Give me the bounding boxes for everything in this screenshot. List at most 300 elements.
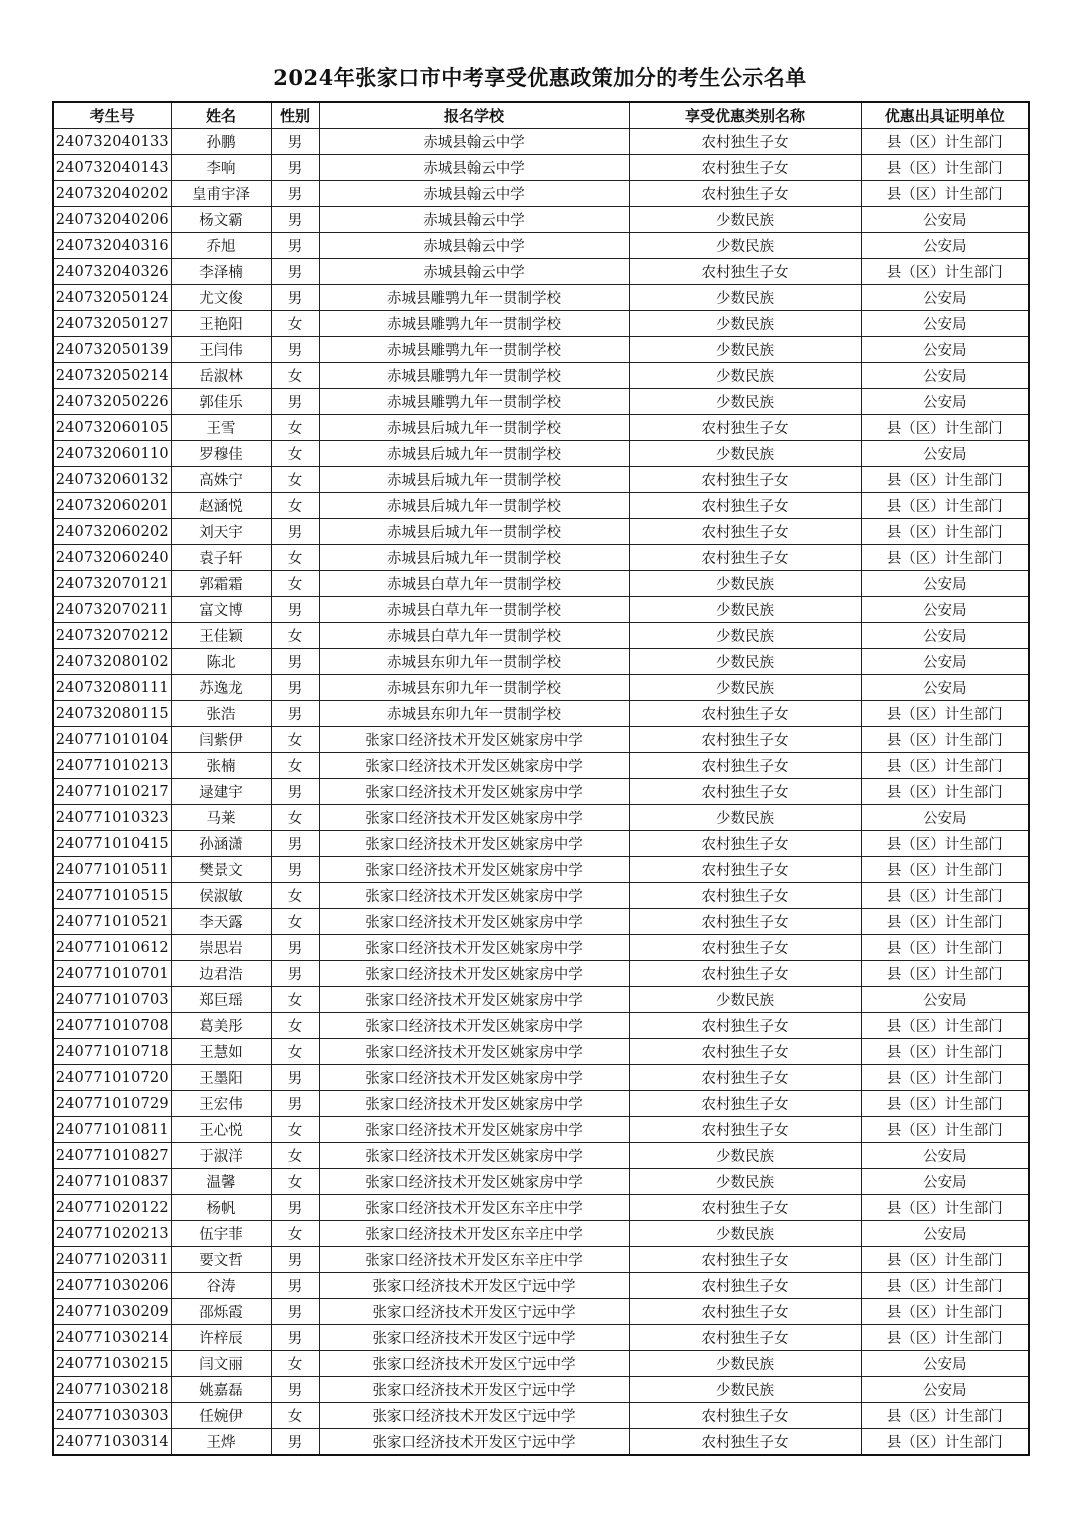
school-cell: 张家口经济技术开发区东辛庄中学 [319,1247,629,1273]
gender-cell: 女 [271,493,319,519]
category-cell: 少数民族 [629,649,861,675]
school-cell: 张家口经济技术开发区姚家房中学 [319,805,629,831]
table-row [53,1117,1029,1143]
gender-cell: 女 [271,1221,319,1247]
column-header-certifier: 优惠出具证明单位 [861,102,1029,129]
exam-id-cell: 240732070212 [53,623,171,649]
table-row [53,649,1029,675]
gender-cell: 男 [271,129,319,155]
certifier-cell: 县（区）计生部门 [861,519,1029,545]
exam-id-cell: 240732080102 [53,649,171,675]
school-cell: 赤城县东卯九年一贯制学校 [319,675,629,701]
exam-id-cell: 240771010703 [53,987,171,1013]
exam-id-cell: 240732070211 [53,597,171,623]
gender-cell: 女 [271,883,319,909]
school-cell: 张家口经济技术开发区姚家房中学 [319,753,629,779]
table-row [53,1039,1029,1065]
table-row [53,961,1029,987]
exam-id-cell: 240771010701 [53,961,171,987]
certifier-cell: 县（区）计生部门 [861,857,1029,883]
exam-id-cell: 240732050214 [53,363,171,389]
certifier-cell: 县（区）计生部门 [861,1195,1029,1221]
school-cell: 赤城县东卯九年一贯制学校 [319,649,629,675]
category-cell: 少数民族 [629,441,861,467]
column-header-category: 享受优惠类别名称 [629,102,861,129]
gender-cell: 男 [271,831,319,857]
exam-id-cell: 240771010720 [53,1065,171,1091]
name-cell: 王墨阳 [171,1065,271,1091]
name-cell: 姚嘉磊 [171,1377,271,1403]
school-cell: 张家口经济技术开发区姚家房中学 [319,1091,629,1117]
gender-cell: 男 [271,1377,319,1403]
school-cell: 张家口经济技术开发区姚家房中学 [319,1013,629,1039]
name-cell: 温馨 [171,1169,271,1195]
name-cell: 张楠 [171,753,271,779]
category-cell: 农村独生子女 [629,1403,861,1429]
category-cell: 农村独生子女 [629,1065,861,1091]
category-cell: 农村独生子女 [629,1273,861,1299]
gender-cell: 女 [271,571,319,597]
table-row [53,259,1029,285]
gender-cell: 女 [271,1169,319,1195]
gender-cell: 女 [271,1351,319,1377]
gender-cell: 女 [271,467,319,493]
certifier-cell: 县（区）计生部门 [861,545,1029,571]
name-cell: 伍宇菲 [171,1221,271,1247]
gender-cell: 男 [271,155,319,181]
gender-cell: 男 [271,857,319,883]
school-cell: 赤城县后城九年一贯制学校 [319,493,629,519]
exam-id-cell: 240771030214 [53,1325,171,1351]
gender-cell: 男 [271,1429,319,1456]
gender-cell: 男 [271,1299,319,1325]
category-cell: 农村独生子女 [629,1039,861,1065]
certifier-cell: 公安局 [861,441,1029,467]
gender-cell: 男 [271,961,319,987]
school-cell: 张家口经济技术开发区宁远中学 [319,1273,629,1299]
school-cell: 赤城县雕鹗九年一贯制学校 [319,285,629,311]
name-cell: 赵涵悦 [171,493,271,519]
category-cell: 农村独生子女 [629,753,861,779]
exam-id-cell: 240771010213 [53,753,171,779]
certifier-cell: 县（区）计生部门 [861,1091,1029,1117]
certifier-cell: 县（区）计生部门 [861,909,1029,935]
school-cell: 张家口经济技术开发区姚家房中学 [319,935,629,961]
exam-id-cell: 240771030215 [53,1351,171,1377]
name-cell: 苏逸龙 [171,675,271,701]
exam-id-cell: 240771010511 [53,857,171,883]
category-cell: 少数民族 [629,1377,861,1403]
certifier-cell: 公安局 [861,1377,1029,1403]
table-row [53,441,1029,467]
name-cell: 郭霜霜 [171,571,271,597]
gender-cell: 男 [271,779,319,805]
name-cell: 孙涵潇 [171,831,271,857]
table-row [53,1325,1029,1351]
school-cell: 赤城县后城九年一贯制学校 [319,415,629,441]
school-cell: 张家口经济技术开发区宁远中学 [319,1429,629,1456]
category-cell: 少数民族 [629,675,861,701]
table-body [53,129,1029,1456]
column-header-name: 姓名 [171,102,271,129]
exam-id-cell: 240732050226 [53,389,171,415]
certifier-cell: 县（区）计生部门 [861,1299,1029,1325]
category-cell: 少数民族 [629,311,861,337]
certifier-cell: 公安局 [861,623,1029,649]
school-cell: 张家口经济技术开发区姚家房中学 [319,883,629,909]
certifier-cell: 县（区）计生部门 [861,883,1029,909]
exam-id-cell: 240732040202 [53,181,171,207]
gender-cell: 女 [271,753,319,779]
certifier-cell: 县（区）计生部门 [861,1325,1029,1351]
exam-id-cell: 240732040143 [53,155,171,181]
exam-id-cell: 240732050127 [53,311,171,337]
school-cell: 赤城县翰云中学 [319,129,629,155]
school-cell: 张家口经济技术开发区姚家房中学 [319,1117,629,1143]
exam-id-cell: 240732060240 [53,545,171,571]
category-cell: 少数民族 [629,233,861,259]
certifier-cell: 县（区）计生部门 [861,129,1029,155]
name-cell: 许梓辰 [171,1325,271,1351]
school-cell: 张家口经济技术开发区姚家房中学 [319,909,629,935]
exam-id-cell: 240732040316 [53,233,171,259]
certifier-cell: 公安局 [861,649,1029,675]
exam-id-cell: 240732060105 [53,415,171,441]
name-cell: 王雪 [171,415,271,441]
name-cell: 王心悦 [171,1117,271,1143]
certifier-cell: 公安局 [861,311,1029,337]
name-cell: 任婉伊 [171,1403,271,1429]
name-cell: 马莱 [171,805,271,831]
name-cell: 邵烁霞 [171,1299,271,1325]
name-cell: 杨文霸 [171,207,271,233]
school-cell: 张家口经济技术开发区姚家房中学 [319,831,629,857]
exam-id-cell: 240732060132 [53,467,171,493]
gender-cell: 男 [271,1091,319,1117]
school-cell: 赤城县白草九年一贯制学校 [319,623,629,649]
exam-id-cell: 240732040133 [53,129,171,155]
name-cell: 杨帆 [171,1195,271,1221]
certifier-cell: 县（区）计生部门 [861,1065,1029,1091]
table-row [53,831,1029,857]
certifier-cell: 公安局 [861,1143,1029,1169]
table-row [53,1195,1029,1221]
name-cell: 罗穆佳 [171,441,271,467]
certifier-cell: 公安局 [861,363,1029,389]
exam-id-cell: 240771030303 [53,1403,171,1429]
category-cell: 少数民族 [629,1351,861,1377]
school-cell: 张家口经济技术开发区东辛庄中学 [319,1221,629,1247]
school-cell: 赤城县翰云中学 [319,233,629,259]
name-cell: 孙鹏 [171,129,271,155]
category-cell: 农村独生子女 [629,519,861,545]
school-cell: 赤城县东卯九年一贯制学校 [319,701,629,727]
exam-id-cell: 240771010718 [53,1039,171,1065]
table-row [53,1221,1029,1247]
certifier-cell: 公安局 [861,207,1029,233]
column-header-gender: 性别 [271,102,319,129]
table-row [53,883,1029,909]
certifier-cell: 县（区）计生部门 [861,181,1029,207]
school-cell: 赤城县翰云中学 [319,181,629,207]
school-cell: 张家口经济技术开发区姚家房中学 [319,779,629,805]
certifier-cell: 公安局 [861,1221,1029,1247]
name-cell: 李泽楠 [171,259,271,285]
gender-cell: 女 [271,1039,319,1065]
name-cell: 皇甫宇泽 [171,181,271,207]
category-cell: 少数民族 [629,389,861,415]
school-cell: 张家口经济技术开发区姚家房中学 [319,987,629,1013]
column-header-school: 报名学校 [319,102,629,129]
category-cell: 农村独生子女 [629,1091,861,1117]
certifier-cell: 县（区）计生部门 [861,1403,1029,1429]
table-row [53,909,1029,935]
table-row [53,519,1029,545]
category-cell: 农村独生子女 [629,935,861,961]
category-cell: 农村独生子女 [629,831,861,857]
table-row [53,1351,1029,1377]
table-row [53,1299,1029,1325]
school-cell: 赤城县白草九年一贯制学校 [319,597,629,623]
gender-cell: 女 [271,623,319,649]
gender-cell: 男 [271,337,319,363]
exam-id-cell: 240732070121 [53,571,171,597]
name-cell: 王慧如 [171,1039,271,1065]
table-row [53,1403,1029,1429]
certifier-cell: 公安局 [861,675,1029,701]
name-cell: 郑巨瑶 [171,987,271,1013]
category-cell: 农村独生子女 [629,1013,861,1039]
gender-cell: 男 [271,259,319,285]
table-row [53,1377,1029,1403]
gender-cell: 女 [271,727,319,753]
table-row [53,363,1029,389]
table-row [53,727,1029,753]
name-cell: 富文博 [171,597,271,623]
certifier-cell: 公安局 [861,285,1029,311]
table-row [53,129,1029,155]
gender-cell: 女 [271,311,319,337]
certifier-cell: 县（区）计生部门 [861,701,1029,727]
category-cell: 少数民族 [629,1143,861,1169]
exam-id-cell: 240771030206 [53,1273,171,1299]
certifier-cell: 县（区）计生部门 [861,831,1029,857]
table-row [53,1247,1029,1273]
table-row [53,233,1029,259]
table-row [53,675,1029,701]
table-row [53,1065,1029,1091]
exam-id-cell: 240732050124 [53,285,171,311]
table-row [53,1143,1029,1169]
school-cell: 张家口经济技术开发区姚家房中学 [319,961,629,987]
certifier-cell: 县（区）计生部门 [861,779,1029,805]
name-cell: 乔旭 [171,233,271,259]
category-cell: 少数民族 [629,987,861,1013]
category-cell: 少数民族 [629,597,861,623]
certifier-cell: 县（区）计生部门 [861,1039,1029,1065]
name-cell: 要文哲 [171,1247,271,1273]
table-row [53,207,1029,233]
name-cell: 于淑洋 [171,1143,271,1169]
gender-cell: 男 [271,207,319,233]
name-cell: 王宏伟 [171,1091,271,1117]
table-row [53,155,1029,181]
school-cell: 张家口经济技术开发区宁远中学 [319,1351,629,1377]
category-cell: 少数民族 [629,571,861,597]
category-cell: 少数民族 [629,623,861,649]
certifier-cell: 公安局 [861,389,1029,415]
name-cell: 刘天宇 [171,519,271,545]
exam-id-cell: 240771010415 [53,831,171,857]
name-cell: 葛美彤 [171,1013,271,1039]
category-cell: 农村独生子女 [629,1299,861,1325]
school-cell: 赤城县翰云中学 [319,259,629,285]
school-cell: 赤城县后城九年一贯制学校 [319,545,629,571]
table-row [53,545,1029,571]
exam-id-cell: 240771010612 [53,935,171,961]
name-cell: 陈北 [171,649,271,675]
gender-cell: 男 [271,181,319,207]
school-cell: 赤城县后城九年一贯制学校 [319,467,629,493]
school-cell: 赤城县雕鹗九年一贯制学校 [319,337,629,363]
name-cell: 张浩 [171,701,271,727]
exam-id-cell: 240732080115 [53,701,171,727]
table-row [53,389,1029,415]
table-row [53,753,1029,779]
table-row [53,1013,1029,1039]
school-cell: 赤城县雕鹗九年一贯制学校 [319,389,629,415]
table-row [53,285,1029,311]
category-cell: 农村独生子女 [629,701,861,727]
name-cell: 高姝宁 [171,467,271,493]
table-row [53,1169,1029,1195]
gender-cell: 男 [271,1195,319,1221]
gender-cell: 女 [271,805,319,831]
school-cell: 张家口经济技术开发区姚家房中学 [319,1039,629,1065]
name-cell: 崇思岩 [171,935,271,961]
certifier-cell: 县（区）计生部门 [861,1429,1029,1456]
gender-cell: 男 [271,701,319,727]
certifier-cell: 公安局 [861,597,1029,623]
name-cell: 尤文俊 [171,285,271,311]
category-cell: 少数民族 [629,1221,861,1247]
category-cell: 农村独生子女 [629,1195,861,1221]
exam-id-cell: 240771020213 [53,1221,171,1247]
name-cell: 逯建宇 [171,779,271,805]
certifier-cell: 县（区）计生部门 [861,1013,1029,1039]
name-cell: 樊景文 [171,857,271,883]
table-row [53,987,1029,1013]
exam-id-cell: 240732080111 [53,675,171,701]
certifier-cell: 公安局 [861,571,1029,597]
table-row [53,1429,1029,1456]
category-cell: 农村独生子女 [629,155,861,181]
category-cell: 农村独生子女 [629,727,861,753]
category-cell: 农村独生子女 [629,1247,861,1273]
table-header [53,102,1029,129]
category-cell: 农村独生子女 [629,259,861,285]
gender-cell: 男 [271,649,319,675]
certifier-cell: 县（区）计生部门 [861,155,1029,181]
exam-id-cell: 240771030218 [53,1377,171,1403]
table-row [53,805,1029,831]
gender-cell: 男 [271,1065,319,1091]
certifier-cell: 县（区）计生部门 [861,1117,1029,1143]
name-cell: 闫紫伊 [171,727,271,753]
school-cell: 赤城县白草九年一贯制学校 [319,571,629,597]
table-row [53,181,1029,207]
certifier-cell: 公安局 [861,1169,1029,1195]
school-cell: 赤城县翰云中学 [319,207,629,233]
exam-id-cell: 240771010217 [53,779,171,805]
school-cell: 赤城县后城九年一贯制学校 [319,519,629,545]
exam-id-cell: 240771030314 [53,1429,171,1456]
name-cell: 谷涛 [171,1273,271,1299]
category-cell: 农村独生子女 [629,1429,861,1456]
gender-cell: 男 [271,675,319,701]
gender-cell: 男 [271,1325,319,1351]
gender-cell: 男 [271,389,319,415]
table-row [53,597,1029,623]
category-cell: 少数民族 [629,805,861,831]
category-cell: 农村独生子女 [629,961,861,987]
certifier-cell: 公安局 [861,233,1029,259]
gender-cell: 女 [271,545,319,571]
exam-id-cell: 240771010521 [53,909,171,935]
exam-id-cell: 240771010708 [53,1013,171,1039]
certifier-cell: 县（区）计生部门 [861,467,1029,493]
exam-id-cell: 240732050139 [53,337,171,363]
gender-cell: 女 [271,1403,319,1429]
table-row [53,571,1029,597]
exam-id-cell: 240732060110 [53,441,171,467]
category-cell: 农村独生子女 [629,129,861,155]
exam-id-cell: 240732040326 [53,259,171,285]
name-cell: 王艳阳 [171,311,271,337]
gender-cell: 女 [271,363,319,389]
certifier-cell: 公安局 [861,805,1029,831]
exam-id-cell: 240732060202 [53,519,171,545]
certifier-cell: 县（区）计生部门 [861,961,1029,987]
exam-id-cell: 240732060201 [53,493,171,519]
school-cell: 张家口经济技术开发区宁远中学 [319,1403,629,1429]
gender-cell: 女 [271,987,319,1013]
exam-id-cell: 240771020122 [53,1195,171,1221]
certifier-cell: 县（区）计生部门 [861,727,1029,753]
exam-id-cell: 240771010323 [53,805,171,831]
category-cell: 农村独生子女 [629,545,861,571]
category-cell: 农村独生子女 [629,467,861,493]
exam-id-cell: 240771010827 [53,1143,171,1169]
category-cell: 少数民族 [629,207,861,233]
name-cell: 王闫伟 [171,337,271,363]
school-cell: 张家口经济技术开发区姚家房中学 [319,1169,629,1195]
category-cell: 农村独生子女 [629,779,861,805]
exam-id-cell: 240771010837 [53,1169,171,1195]
exam-id-cell: 240771010104 [53,727,171,753]
certifier-cell: 公安局 [861,1351,1029,1377]
name-cell: 李响 [171,155,271,181]
table-row [53,415,1029,441]
table-row [53,337,1029,363]
school-cell: 张家口经济技术开发区宁远中学 [319,1377,629,1403]
gender-cell: 男 [271,285,319,311]
name-cell: 李天露 [171,909,271,935]
gender-cell: 女 [271,909,319,935]
category-cell: 农村独生子女 [629,181,861,207]
school-cell: 张家口经济技术开发区姚家房中学 [319,857,629,883]
gender-cell: 女 [271,1117,319,1143]
